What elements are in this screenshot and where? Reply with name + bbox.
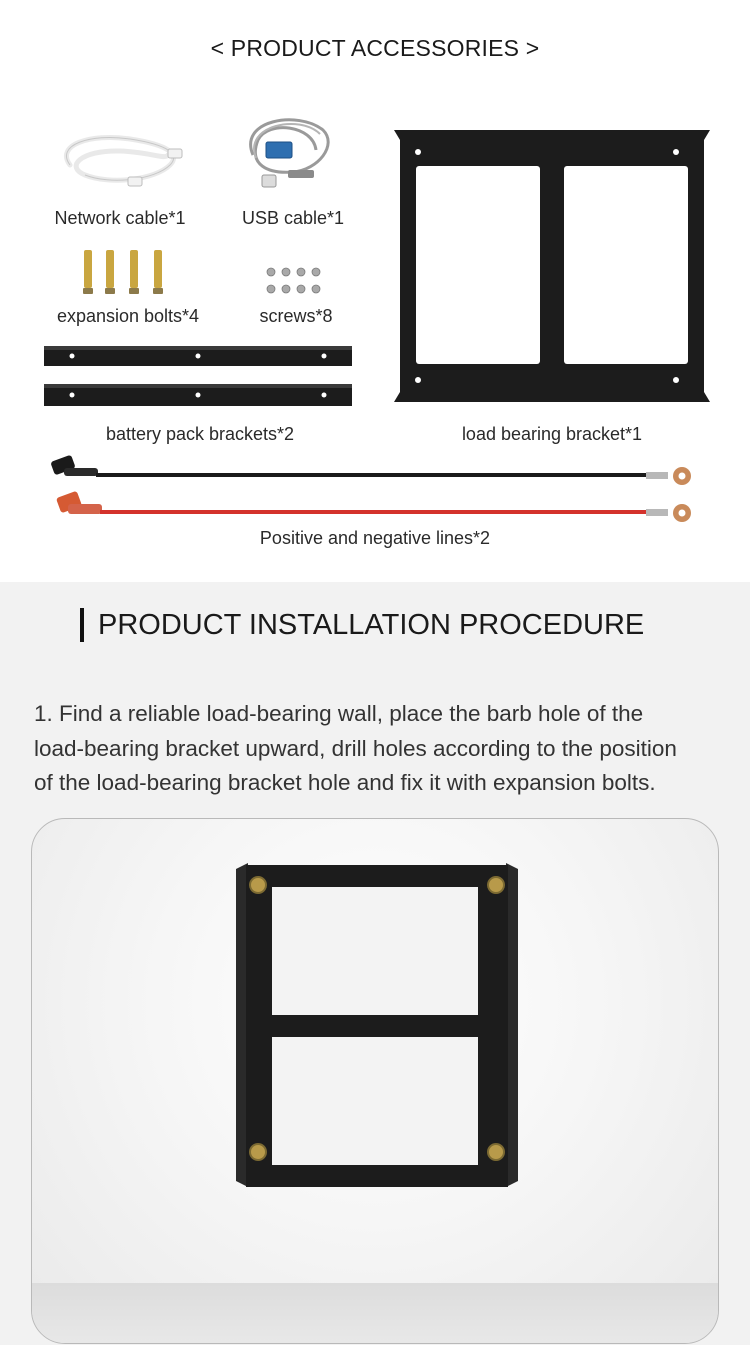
network-cable-label: Network cable*1 xyxy=(54,208,186,228)
installation-photo xyxy=(31,818,719,1344)
floor xyxy=(32,1283,718,1343)
expansion-bolt-icon xyxy=(80,246,170,298)
step-1-text xyxy=(34,697,724,801)
load-bearing-bracket-icon xyxy=(392,128,712,404)
accessories-title: < PRODUCT ACCESSORIES > xyxy=(210,35,540,61)
step-1-line: 1. Find a reliable load-bearing wall, place the barb hole of the xyxy=(34,701,644,726)
step-1-line: load-bearing bracket upward, drill holes according to the position xyxy=(34,735,677,761)
power-lines-label: Positive and negative lines*2 xyxy=(259,528,491,548)
network-cable-icon xyxy=(50,125,190,195)
battery-pack-bracket-icon xyxy=(42,344,354,408)
expansion-bolts-label: expansion bolts*4 xyxy=(56,306,200,326)
mounted-bracket-icon xyxy=(232,861,522,1193)
step-1-line: of the load-bearing bracket hole and fix it with expansion bolts. xyxy=(34,770,656,795)
usb-cable-icon xyxy=(238,110,338,200)
battery-pack-brackets-label: battery pack brackets*2 xyxy=(105,424,295,444)
usb-cable-label: USB cable*1 xyxy=(241,208,345,228)
installation-title: PRODUCT INSTALLATION PROCEDURE xyxy=(80,608,644,642)
accessories-section xyxy=(0,0,750,582)
load-bearing-bracket-label: load bearing bracket*1 xyxy=(461,424,643,444)
screw-icon xyxy=(264,265,326,297)
screws-label: screws*8 xyxy=(259,306,333,326)
power-line-icon xyxy=(50,452,700,528)
